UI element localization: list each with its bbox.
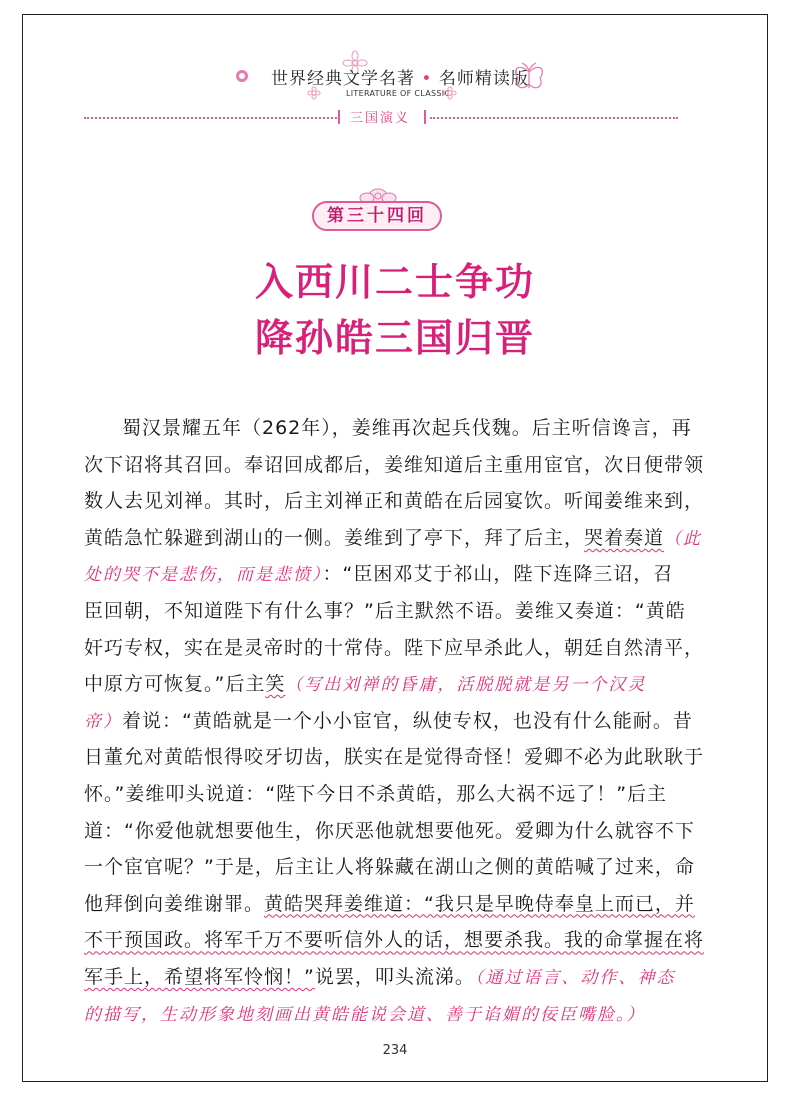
text-line xyxy=(84,666,684,703)
butterfly-icon xyxy=(512,62,546,100)
text-line xyxy=(84,996,684,1033)
small-flower-icon xyxy=(307,86,321,100)
annotation: （此 xyxy=(664,528,703,549)
text-line: 日董允对黄皓恨得咬牙切齿，朕实在是觉得奇怪！爱卿不必为此耿耿于 xyxy=(84,746,705,769)
highlighted-text: 笑 xyxy=(265,673,286,696)
text-line: 蜀汉景耀五年（262年），姜维再次起兵伐魏。后主听信谗言，再 xyxy=(122,417,692,439)
header-divider-left xyxy=(84,117,337,119)
text-run: 中原方可恢复。”后主 xyxy=(84,673,266,696)
annotation: 处的哭不是悲伤，而是悲愤） xyxy=(84,565,323,586)
header-bar-left xyxy=(338,110,340,124)
text-run: 说罢，叩头流涕。 xyxy=(314,965,475,988)
highlighted-text: 黄皓哭拜姜维道：“我只是早晚侍奉皇上而已，并 xyxy=(264,892,695,915)
text-line: 次下诏将其召回。奉诏回成都后，姜维知道后主重用宦官，次日便带领 xyxy=(84,453,705,476)
series-english-title: LITERATURE OF CLASSIC xyxy=(346,89,451,98)
page-number: 234 xyxy=(382,1043,408,1058)
annotation: （写出刘禅的昏庸，活脱脱就是另一个汉灵 xyxy=(285,675,647,696)
text-line: 奸巧专权，实在是灵帝时的十常侍。陛下应早杀此人，朝廷自然清平， xyxy=(84,636,705,659)
text-line xyxy=(84,703,693,740)
annotation: 的描写，生动形象地刻画出黄皓能说会道、善于谄媚的佞臣嘴脸。） xyxy=(84,1004,646,1025)
text-run: 着说：“黄皓就是一个小小宦官，纵使专权，也没有什么能耐。昔 xyxy=(122,709,693,732)
text-line xyxy=(84,556,684,593)
highlighted-text: 军手上，希望将军怜悯！” xyxy=(84,965,315,988)
text-run: ：“臣困邓艾于祁山，陛下连降三诏，召 xyxy=(322,563,674,586)
text-line: 怀。”姜维叩头说道：“陛下今日不杀黄皓，那么大祸不远了！”后主 xyxy=(84,782,668,805)
text-line xyxy=(84,922,705,959)
header-bar-right xyxy=(424,110,426,124)
text-line xyxy=(84,886,695,923)
text-line xyxy=(84,520,703,557)
text-line: 道：“你爱他就想要他生，你厌恶他就想要他死。爱卿为什么就容不下 xyxy=(84,819,695,842)
text-line xyxy=(84,959,684,996)
annotation: （通过语言、动作、神态 xyxy=(474,967,676,988)
highlighted-text: 哭着奏道 xyxy=(584,526,665,549)
chapter-body xyxy=(84,410,705,1032)
text-run: 他拜倒向姜维谢罪。 xyxy=(84,892,265,915)
text-line: 臣回朝，不知道陛下有什么事？”后主默然不语。姜维又奏道：“黄皓 xyxy=(84,599,686,622)
small-flower-icon xyxy=(443,86,457,100)
chapter-number-badge: 第三十四回 xyxy=(312,201,442,231)
highlighted-text: 不干预国政。将军千万不要听信外人的话，想要杀我。我的命掌握在将 xyxy=(84,929,705,952)
book-name: 三国演义 xyxy=(350,111,411,126)
text-run: 黄皓急忙躲避到湖山的一侧。姜维到了亭下，拜了后主， xyxy=(84,526,585,549)
series-title: 世界经典文学名著 • 名师精读版 xyxy=(271,69,529,89)
chapter-title-line-1: 入西川二士争功 xyxy=(254,260,535,304)
text-line: 一个宦官呢？”于是，后主让人将躲藏在湖山之侧的黄皓喊了过来，命 xyxy=(84,856,695,879)
chapter-title-line-2: 降孙皓三国归晋 xyxy=(254,316,535,360)
text-line: 数人去见刘禅。其时，后主刘禅正和黄皓在后园宴饮。听闻姜维来到， xyxy=(84,490,705,513)
annotation: 帝） xyxy=(84,711,122,732)
header-circle-icon xyxy=(236,70,248,82)
header-divider-right xyxy=(430,117,678,119)
